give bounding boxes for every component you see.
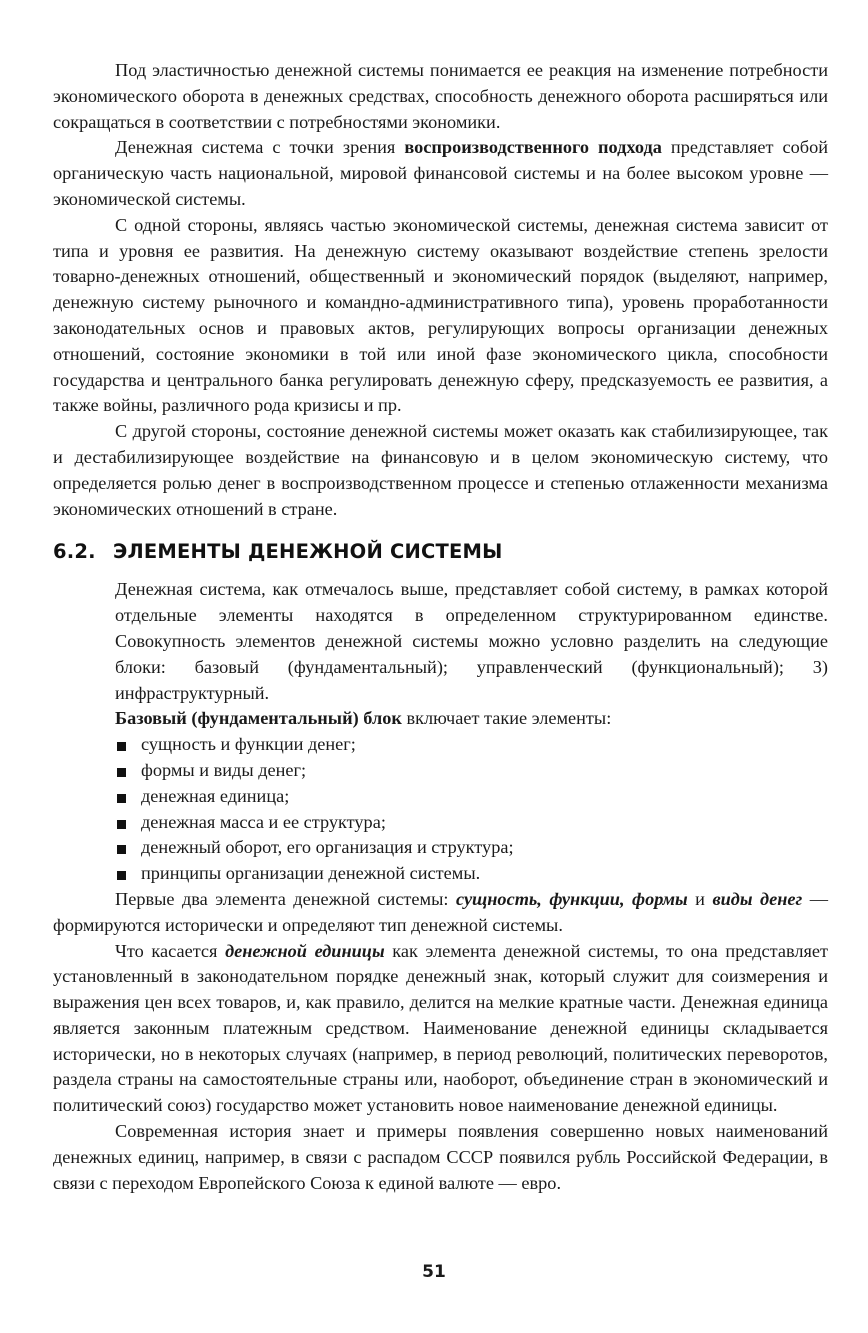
element-list [53,732,828,887]
paragraph-stabilizing-effect: С другой стороны, состояние денежной системы может оказать как стабилизирующее, так и дестабилизирующее воздействие на финансовую и в целом экономическую систему, что определяется ролью денег в воспроизводственном процессе и степенью отлаженности механизма экономических отношений в стране. [53,421,828,519]
section-number: 6.2. [53,540,96,564]
text-run: как элемента денежной системы, то она представляет установленный в законодательном порядке денежный знак, который служит для соизмерения и выражения цен всех товаров, и, как правило, делится на мелкие кратные части. Денежная единица является законным платежным средством. Наименование денежной единицы складывается исторически, но в некоторых случаях (например, в период революций, политических переворотов, раздела страны на самостоятельные страны или, наоборот, объединение стран в экономический и политический союз) государство может установить новое наименование денежной единицы. [53,940,828,1116]
bold-italic-term: денежной единицы [225,940,385,961]
bold-term: воспроизводственного подхода [404,137,662,158]
paragraph-base-block [53,706,828,732]
section-title: ЭЛЕМЕНТЫ ДЕНЕЖНОЙ СИСТЕМЫ [113,540,503,564]
paragraph-elasticity: Под эластичностью денежной системы понимается ее реакция на изменение потребности экономического оборота в денежных средствах, способность денежного оборота расширяться или сокращаться в соответствии с потребностями экономики. [53,60,828,132]
list-item: денежная масса и ее структура; [115,810,828,836]
text-run: Первые два элемента денежной системы: [115,888,456,909]
paragraph-reproduction-approach [53,135,828,212]
paragraph-dependence: С одной стороны, являясь частью экономической системы, денежная система зависит от типа и уровня ее развития. На денежную систему оказывают воздействие степень зрелости товарно-денежных отношений, общественный и экономический порядок (выделяют, например, денежную систему рыночного и командно-административного типа), уровень проработанности законодательных основ и правовых актов, регулирующих вопросы организации денежных отношений, состояние экономики в той или иной фазе экономического цикла, способности государства и центрального банка регулировать денежную сферу, предсказуемость ее развития, а также войны, различного рода кризисы и пр. [53,214,828,416]
text-run: и [687,888,713,909]
page-number: 51 [422,1262,446,1282]
paragraph-first-elements [53,887,828,939]
text-run: включает такие элементы: [401,708,612,729]
bold-term: Базовый (фундаментальный) блок [115,708,402,729]
bold-italic-term: сущность, функции, формы [455,888,688,909]
paragraph-modern-history: Современная история знает и примеры появления совершенно новых наименований денежных единиц, например, в связи с распадом СССР появился рубль Российской Федерации, в связи с переходом Европейского Союза к единой валюте — евро. [53,1121,828,1193]
text-run: Что касается [115,940,226,961]
list-item: сущность и функции денег; [115,732,828,758]
text-run: Денежная система с точки зрения [115,137,405,158]
paragraph-monetary-unit [53,939,828,1120]
bold-italic-term: виды денег [712,888,803,909]
text-run: — формируются исторически и определяют тип денежной системы. [53,888,828,935]
list-item: денежный оборот, его организация и структура; [115,835,828,861]
list-item: денежная единица; [115,784,828,810]
list-item: формы и виды денег; [115,758,828,784]
section-heading [53,540,828,563]
text-run: представляет собой органическую часть национальной, мировой финансовой системы и на более высоком уровне — экономической системы. [53,137,829,209]
paragraph-system-blocks: Денежная система, как отмечалось выше, представляет собой систему, в рамках которой отдельные элементы находятся в определенном структурированном единстве. Совокупность элементов денежной системы можно условно разделить на следующие блоки: базовый (фундаментальный); управленческий (функциональный); 3) инфраструктурный. [115,579,828,703]
list-item: принципы организации денежной системы. [115,861,828,887]
